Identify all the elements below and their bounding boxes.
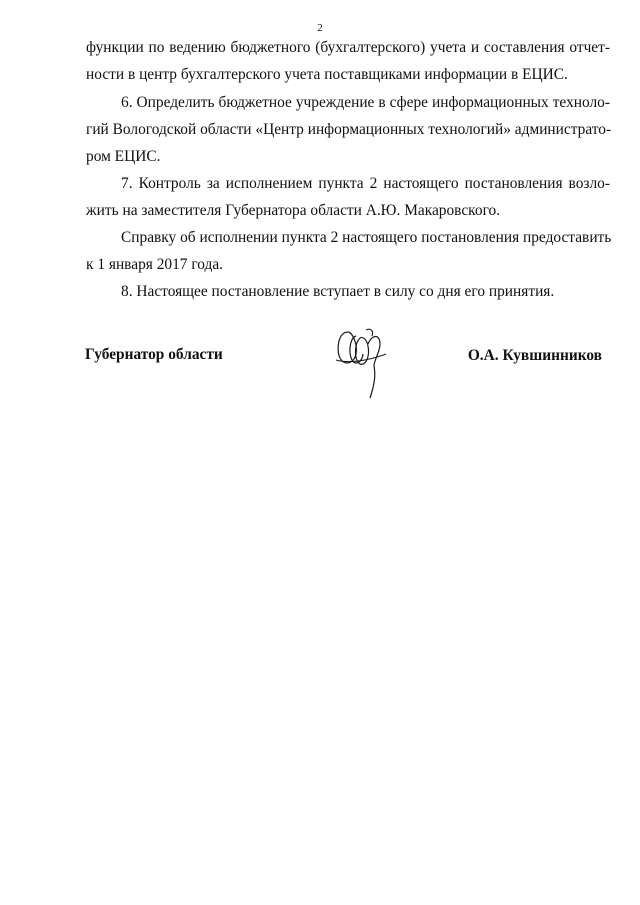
signatory-title: Губернатор области xyxy=(85,346,223,363)
text-line: к 1 января 2017 года. xyxy=(86,256,224,273)
handwritten-signature xyxy=(330,320,392,402)
text-line: 6. Определить бюджетное учреждение в сфере информационных техноло- xyxy=(121,94,610,111)
signatory-name: О.А. Кувшинников xyxy=(467,347,602,364)
text-line: гий Вологодской области «Центр информационных технологий» администрато- xyxy=(86,121,612,138)
text-line: 8. Настоящее постановление вступает в силу со дня его принятия. xyxy=(121,283,555,300)
page-number: 2 xyxy=(317,22,323,34)
text-line: 7. Контроль за исполнением пункта 2 настоящего постановления возло- xyxy=(121,175,610,192)
text-line: Справку об исполнении пункта 2 настоящего постановления предоставить xyxy=(121,229,612,246)
text-line: ром ЕЦИС. xyxy=(86,148,161,165)
text-line: жить на заместителя Губернатора области А.Ю. Макаровского. xyxy=(86,202,501,219)
text-line: функции по ведению бюджетного (бухгалтерского) учета и составления отчет- xyxy=(86,39,610,56)
text-line: ности в центр бухгалтерского учета поставщиками информации в ЕЦИС. xyxy=(86,66,568,83)
